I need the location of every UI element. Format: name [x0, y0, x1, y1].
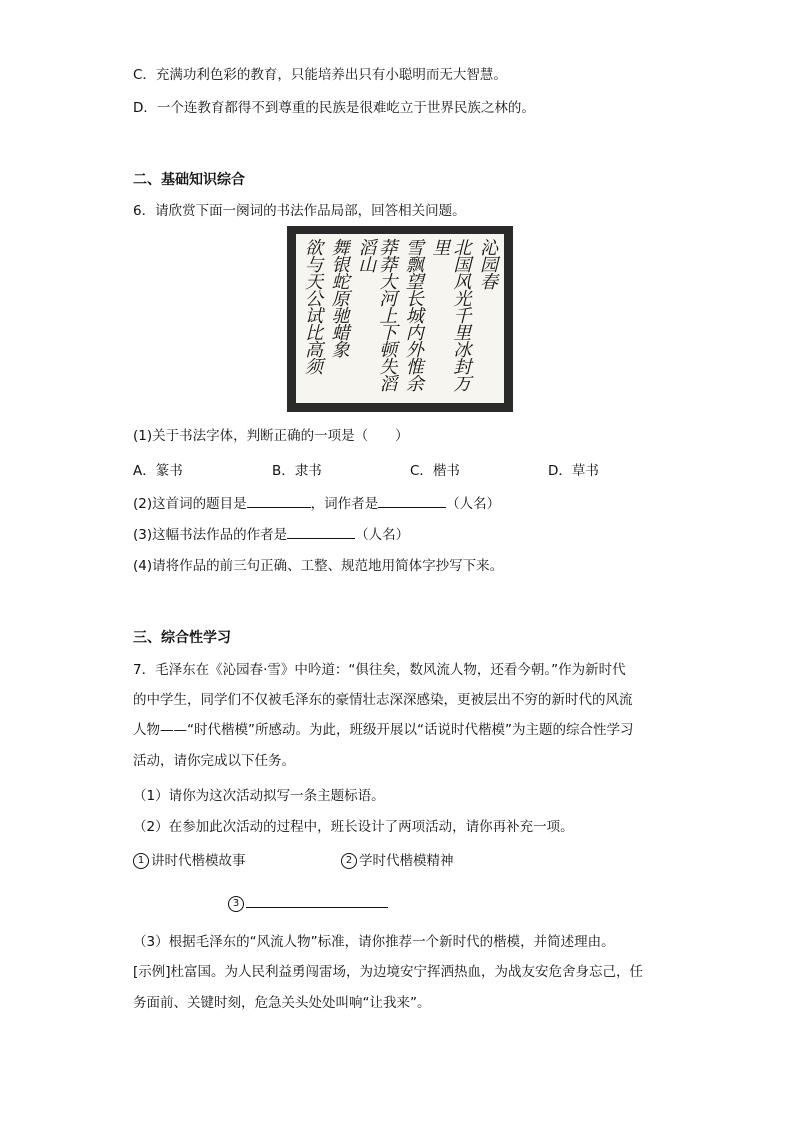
example-line: [示例]杜富国。为人民利益勇闯雷场，为边境安宁挥洒热血，为战友安危舍身忘己，任	[133, 964, 644, 980]
q7-task3: （3）根据毛泽东的“风流人物”标准，请你推荐一个新时代的楷模，并简述理由。	[133, 934, 615, 950]
activity-2	[341, 851, 454, 871]
activity-3-answer-blank[interactable]	[246, 893, 388, 908]
choice-d: D．草书	[548, 463, 599, 479]
q7-task1: （1）请你为这次活动拟写一条主题标语。	[133, 788, 385, 804]
circled-number: 3	[228, 896, 244, 912]
calligraphy-columns	[296, 234, 504, 403]
calligraphy-column: 沁园春	[476, 238, 498, 289]
calligrapher-answer-blank[interactable]	[287, 524, 355, 539]
q6-sub3	[133, 524, 409, 545]
choice-c: C．楷书	[410, 463, 460, 479]
q6-sub2	[133, 493, 500, 514]
q6-sub4: (4)请将作品的前三句正确、工整、规范地用简体字抄写下来。	[133, 558, 504, 574]
q6-sub1: (1)关于书法字体，判断正确的一项是（ ）	[133, 428, 409, 444]
calligraphy-column: 雪飘望长城内外惟余	[402, 238, 424, 391]
q7-line: 活动，请你完成以下任务。	[133, 753, 295, 769]
section2-heading: 二、基础知识综合	[133, 172, 245, 188]
q7-line: 的中学生，同学们不仅被毛泽东的豪情壮志深深感染，更被层出不穷的新时代的风流	[133, 692, 633, 708]
activity-1-text: 讲时代楷模故事	[151, 853, 246, 869]
activity-2-text: 学时代楷模精神	[359, 853, 454, 869]
option-d: D．一个连教育都得不到尊重的民族是很难屹立于世界民族之林的。	[133, 100, 535, 116]
section3-heading: 三、综合性学习	[133, 630, 231, 646]
circled-number: 1	[133, 853, 149, 869]
calligraphy-column: 北国风光千里冰封万里	[429, 238, 472, 391]
sub3-text-b: （人名）	[355, 527, 410, 543]
activity-1	[133, 851, 246, 871]
activity-3	[228, 893, 388, 914]
sub2-text-a: (2)这首词的题目是	[133, 496, 247, 512]
q6-stem: 6．请欣赏下面一阕词的书法作品局部，回答相关问题。	[133, 203, 466, 219]
q6-choices	[133, 461, 693, 481]
calligraphy-column: 莽莽大河上下顿失滔滔山	[355, 238, 398, 391]
calligraphy-paper	[296, 234, 504, 403]
q7-line: 7．毛泽东在《沁园春·雪》中吟道：“俱往矣，数风流人物，还看今朝。”作为新时代	[133, 662, 626, 678]
circled-number: 2	[341, 853, 357, 869]
example-line: 务面前、关键时刻，危急关头处处叫响“让我来”。	[133, 995, 431, 1011]
title-answer-blank[interactable]	[247, 493, 311, 508]
sub2-text-b: ，词作者是	[310, 496, 379, 512]
calligraphy-column: 欲与天公试比高须	[302, 238, 323, 374]
sub3-text-a: (3)这幅书法作品的作者是	[133, 527, 288, 543]
q7-line: 人物——“时代楷模”所感动。为此，班级开展以“话说时代楷模”为主题的综合性学习	[133, 722, 634, 738]
sub2-text-c: （人名）	[446, 496, 501, 512]
calligraphy-image	[287, 226, 513, 412]
choice-a: A．篆书	[133, 463, 183, 479]
author-answer-blank[interactable]	[378, 493, 446, 508]
q7-task2: （2）在参加此次活动的过程中，班长设计了两项活动，请你再补充一项。	[133, 819, 574, 835]
option-c: C．充满功利色彩的教育，只能培养出只有小聪明而无大智慧。	[133, 67, 507, 83]
choice-b: B．隶书	[272, 463, 322, 479]
calligraphy-column: 舞银蛇原驰蜡象	[328, 238, 350, 357]
